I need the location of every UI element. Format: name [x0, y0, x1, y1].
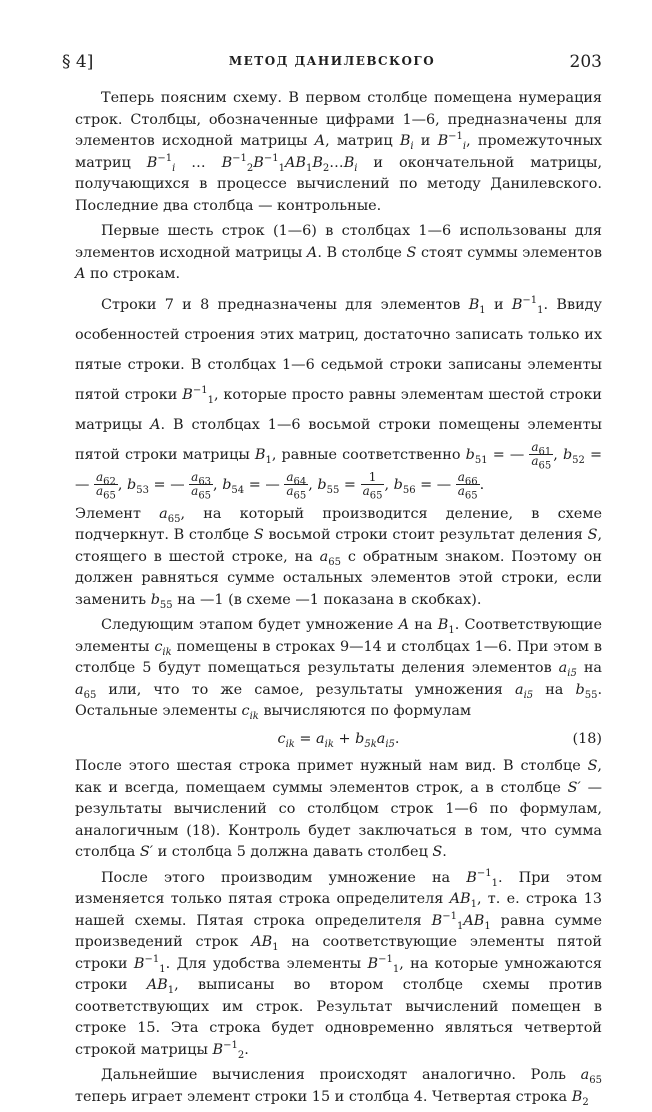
running-header: [62, 52, 602, 76]
running-title: МЕТОД ДАНИЛЕВСКОГО: [228, 54, 436, 68]
paragraph-6: После этого шестая строка примет нужный нам вид. В столбце S, как и всегда, помещаем суммы элементов строк, а в столбце S′ — результаты вычислений со столбцом строк 1—6 по формулам, аналогичным (18). Контроль будет заключаться в том, что сумма столбца S′ и столбца 5 должна давать столбец S.: [75, 758, 602, 860]
fraction-b55: $\frac{1}{a_{65}}$: [362, 470, 383, 502]
equation-number: (18): [572, 730, 602, 747]
fraction-b52: $\frac{a_{62}}{a_{65}}$: [95, 470, 116, 502]
equation-18: $c_{ik} = a_{ik} + b_{5k}a_{i5}$. (18): [277, 730, 602, 750]
fraction-b56: $\frac{a_{66}}{a_{65}}$: [457, 470, 478, 502]
paragraph-8: Дальнейшие вычисления происходят аналогично. Роль $a_{65}$ теперь играет элемент строки 15 и столбца 4. Четвертая строка $B_2$: [75, 1067, 602, 1108]
paragraph-1: Теперь поясним схему. В первом столбце помещена нумерация строк. Столбцы, обозначенные цифрами 1—6, предназначены для элементов исходной матрицы A, матриц $B_i$ и $B^{-1}_i$, промежуточных матриц $B^{-1}_i$ … $B^{-1}_2B^{-1}_1AB_1B_2\dots B_i$ и окончательной матрицы, получающихся в процессе вычислений по методу Данилевского. Последние два столбца — контрольные.: [75, 90, 603, 214]
paragraph-2: Первые шесть строк (1—6) в столбцах 1—6 использованы для элементов исходной матрицы A. В столбце S стоят суммы элементов A по строкам.: [75, 223, 602, 282]
paragraph-7: После этого производим умножение на $B^{-1}_1$. При этом изменяется только пятая строка определителя $AB_1$, т. е. строка 13 нашей схемы. Пятая строка определителя $B^{-1}_1AB_1$ равна сумме произведений строк $AB_1$ на соответствующие элементы пятой строки $B^{-1}_1$. Для удобства элементы $B^{-1}_1$, на которые умножаются строки $AB_1$, выписаны во втором столбце схемы против соответствующих им строк. Результат вычислений помещен в строке 15. Эта строка будет одновременно являться четвертой строкой матрицы $B^{-1}_2$.: [75, 867, 603, 1061]
fraction-b54: $\frac{a_{64}}{a_{65}}$: [286, 470, 307, 502]
fraction-b53: $\frac{a_{63}}{a_{65}}$: [191, 470, 212, 502]
text-body: [75, 88, 602, 1112]
fraction-b51: $\frac{a_{61}}{a_{65}}$: [531, 440, 552, 472]
page-number: 203: [569, 52, 602, 72]
paragraph-3: Строки 7 и 8 предназначены для элементов $B_1$ и $B^{-1}_1$. Ввиду особенностей строения этих матриц, достаточно записать только их пятые строки. В столбцах 1—6 седьмой строки записаны элементы пятой строки $B^{-1}_1$, которые просто равны элементам шестой строки матрицы A. В столбцах 1—6 восьмой строки помещены элементы пятой строки матрицы $B_1$, равные соответственно $b_{51}$ = — $\frac{a_{61}}{a_{65}}$ , $b_{52}$ = — $\frac{a_{62}}{a_{65}}$ , $b_{53}$ = — $\frac{a_{63}}{a_{65}}$ , $b_{54}$ = — $\frac{a_{64}}{a_{65}}$ , $b_{55}$ = $\frac{1}{a_{65}}$ , $b_{56}$ = — $\frac{a_{66}}{a_{65}}$ .: [75, 294, 603, 502]
section-mark: § 4]: [62, 52, 94, 72]
paragraph-4: Элемент $a_{65}$, на который производится деление, в схеме подчеркнут. В столбце S восьмой строки стоит результат деления S, стоящего в шестой строке, на $a_{65}$ с обратным знаком. Поэтому он должен равняться сумме остальных элементов этой строки, если заменить $b_{55}$ на —1 (в схеме —1 показана в скобках).: [75, 505, 603, 611]
paragraph-5: Следующим этапом будет умножение A на $B_1$. Соответствующие элементы $c_{ik}$ помещены в строках 9—14 и столбцах 1—6. При этом в столбце 5 будут помещаться результаты деления элементов $a_{i5}$ на $a_{65}$ или, что то же самое, результаты умножения $a_{i5}$ на $b_{55}$. Остальные элементы $c_{ik}$ вычисляются по формулам: [75, 617, 603, 722]
